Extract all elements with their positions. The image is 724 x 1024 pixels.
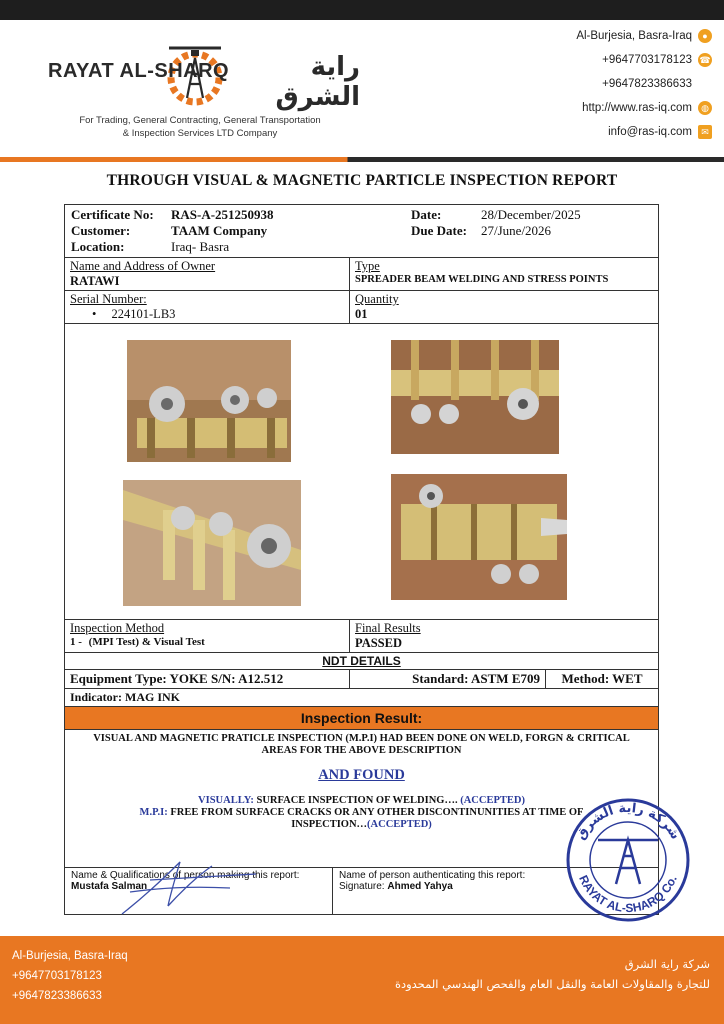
contact-block (512, 24, 712, 144)
type-label: Type (355, 259, 380, 273)
mpi-result-line: M.P.I: FREE FROM SURFACE CRACKS OR ANY OTHER DISCONTINUNITIES AT TIME OF (139, 807, 584, 818)
owner-type-row (65, 258, 658, 291)
method-wet: Method: WET (545, 670, 658, 688)
top-bar (0, 0, 724, 20)
method-value-line (70, 636, 344, 648)
serial-item (70, 307, 344, 322)
method-results-row (65, 620, 658, 653)
bullet-icon: • (92, 307, 97, 321)
serial-cell (65, 291, 349, 323)
footer-phone-2: +9647823386633 (12, 990, 102, 1002)
final-label: Final Results (355, 621, 421, 635)
method-cell (65, 620, 349, 652)
certificate-grid (65, 205, 658, 257)
cert-value: RAS-A-251250938 (171, 207, 274, 222)
maker-name: Mustafa Salman (71, 881, 148, 892)
and-found: AND FOUND (318, 767, 405, 783)
footer-phone-1: +9647703178123 (12, 970, 102, 982)
company-logo (40, 30, 360, 139)
customer-value: TAAM Company (171, 223, 268, 238)
photo-1 (127, 340, 291, 462)
contact-website[interactable]: http://www.ras-iq.com ◍ (512, 96, 712, 120)
final-cell (349, 620, 658, 652)
footer-arabic (395, 954, 710, 994)
result-heading-row (65, 707, 658, 730)
photo-4 (391, 474, 567, 600)
company-name-ar: راية الشرق (275, 52, 360, 112)
serial-quantity-row (65, 291, 658, 324)
authenticator-line: Signature: Ahmed Yahya (339, 881, 453, 892)
owner-value: RATAWI (70, 274, 120, 288)
ndt-heading-row (65, 653, 658, 670)
contact-phone-2: +9647823386633 (512, 72, 712, 96)
result-line-1: VISUAL AND MAGNETIC PRATICLE INSPECTION (M.P.I) HAD BEEN DONE ON WELD, FORGN & CRITICAL (93, 733, 630, 744)
final-value: PASSED (355, 636, 403, 650)
contact-address: Al-Burjesia, Basra-Iraq ● (512, 24, 712, 48)
footer (0, 936, 724, 1024)
location-pin-icon: ● (698, 29, 712, 43)
phone-icon: ☎ (699, 55, 711, 65)
company-subtitle (40, 114, 360, 140)
date-value: 28/December/2025 (481, 207, 581, 222)
svg-text:RAYAT AL-SHARQ Co.: RAYAT AL-SHARQ Co. (576, 873, 680, 916)
type-cell (349, 258, 658, 290)
footer-address: Al-Burjesia, Basra-Iraq (12, 950, 128, 962)
contact-email[interactable]: info@ras-iq.com ✉ (512, 120, 712, 144)
method-label: Inspection Method (70, 621, 165, 635)
inspection-photos (65, 324, 658, 619)
company-stamp (558, 796, 698, 926)
method-number: 1 - (70, 636, 82, 648)
inspection-result-heading: Inspection Result: (65, 707, 658, 729)
location-label: Location: (71, 239, 125, 254)
maker-label: Name & Qualifications of person making this report: (71, 870, 300, 881)
method-value: (MPI Test) & Visual Test (88, 636, 205, 648)
customer-label: Customer: (71, 223, 131, 238)
globe-icon: ◍ (698, 101, 712, 115)
due-label: Due Date: (411, 223, 467, 238)
quantity-cell (349, 291, 658, 323)
location-value: Iraq- Basra (171, 239, 230, 254)
footer-ar-line-2: للتجارة والمقاولات العامة والنقل العام والفحص الهندسي المحدودة (394, 977, 710, 991)
certificate-row (65, 205, 658, 258)
authenticator-label: Name of person authenticating this report: (339, 870, 526, 881)
photos-row (65, 324, 658, 620)
visual-result-line: VISUALLY: SURFACE INSPECTION OF WELDING…. (ACCEPTED) (198, 795, 525, 806)
owner-label: Name and Address of Owner (70, 259, 216, 273)
cert-label: Certificate No: (71, 207, 154, 222)
report-title: THROUGH VISUAL & MAGNETIC PARTICLE INSPECTION REPORT (106, 172, 618, 189)
subtitle-line-2: & Inspection Services LTD Company (122, 128, 278, 139)
photo-2 (391, 340, 559, 454)
contact-phone-1: +9647703178123 ☎ (602, 54, 711, 66)
quantity-label: Quantity (355, 292, 399, 306)
result-line-2: AREAS FOR THE ABOVE DESCRIPTION (261, 745, 462, 756)
header-divider (0, 157, 724, 162)
quantity-value: 01 (355, 307, 368, 321)
footer-contact (12, 946, 128, 1006)
phone-spacer (698, 77, 712, 91)
type-value: SPREADER BEAM WELDING AND STRESS POINTS (355, 274, 609, 285)
due-value: 27/June/2026 (481, 223, 552, 238)
footer-ar-line-1: شركة راية الشرق (624, 957, 710, 971)
indicator: Indicator: MAG INK (70, 690, 180, 704)
owner-cell (65, 258, 349, 290)
subtitle-line-1: For Trading, General Contracting, General Transportation (79, 115, 321, 126)
ndt-details-row (65, 670, 658, 689)
svg-text:شركة راية الشرق: شركة راية الشرق (573, 800, 683, 843)
mail-icon: ✉ (698, 125, 712, 139)
indicator-row (65, 689, 658, 707)
serial-value: 224101-LB3 (111, 307, 176, 321)
serial-label: Serial Number: (70, 292, 147, 306)
standard: Standard: ASTM E709 (349, 670, 545, 688)
mpi-result-line-2: INSPECTION…(ACCEPTED) (291, 819, 432, 830)
handwritten-signature (110, 852, 260, 920)
photo-3 (123, 480, 301, 606)
company-name-en: RAYAT AL-SHARQ (48, 60, 230, 82)
equipment-type: Equipment Type: YOKE S/N: A12.512 (70, 671, 284, 686)
ndt-heading: NDT DETAILS (322, 654, 401, 668)
date-label: Date: (411, 207, 442, 222)
